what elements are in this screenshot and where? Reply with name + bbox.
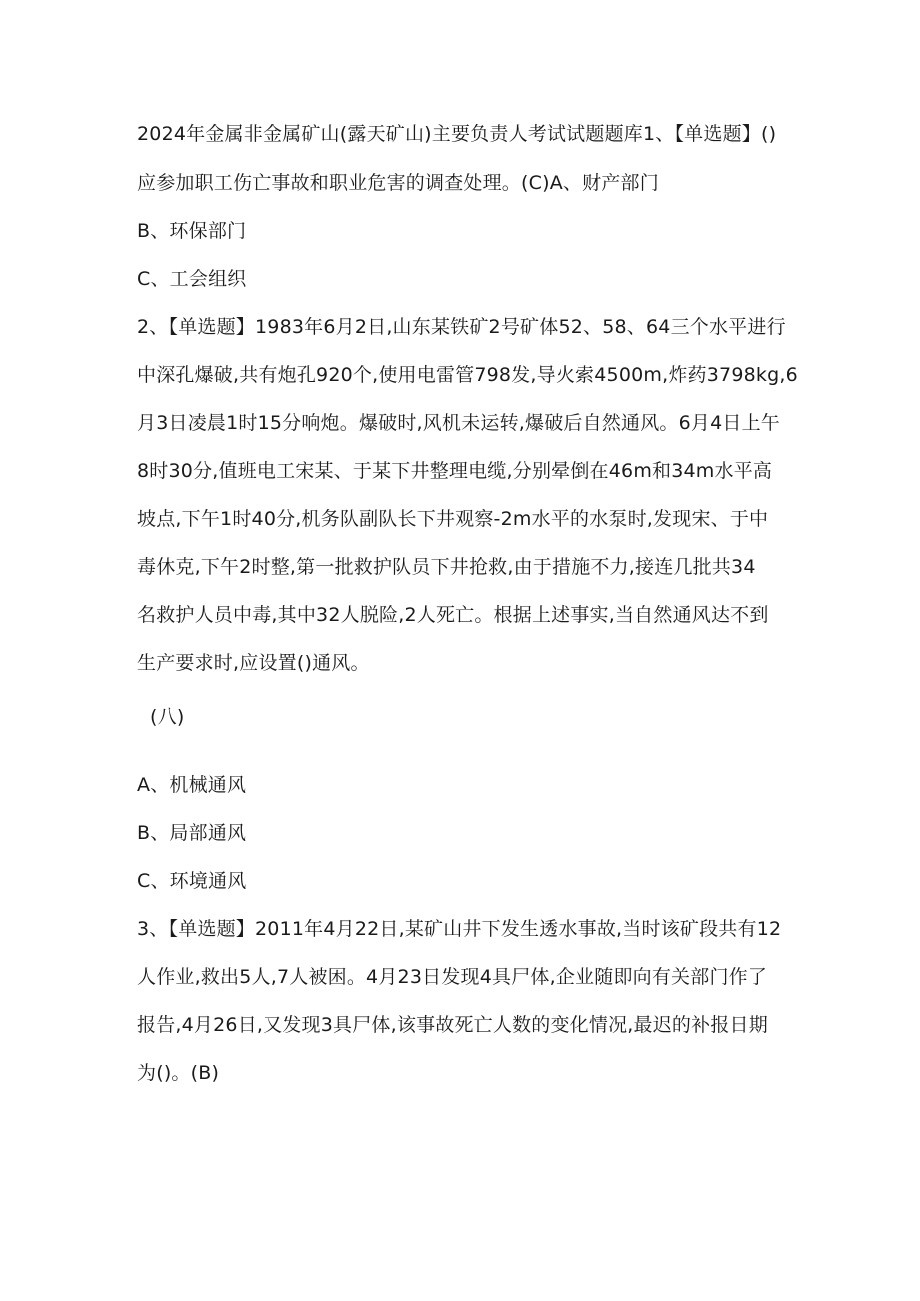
q2-option-b: B、局部通风 <box>137 822 247 844</box>
q2-text-line-1: 2、【单选题】1983年6月2日,山东某铁矿2号矿体52、58、64三个水平进行 <box>137 316 786 338</box>
q1-option-c: C、工会组织 <box>137 268 247 290</box>
q2-option-c: C、环境通风 <box>137 870 247 892</box>
q2-text-line-7: 名救护人员中毒,其中32人脱险,2人死亡。根据上述事实,当自然通风达不到 <box>137 604 769 626</box>
q2-text-line-6: 毒休克,下午2时整,第一批救护队员下井抢救,由于措施不力,接连几批共34 <box>137 556 756 578</box>
q3-text-line-4: 为()。(B) <box>137 1062 220 1084</box>
q2-text-line-4: 8时30分,值班电工宋某、于某下井整理电缆,分别晕倒在46m和34m水平高 <box>137 460 773 482</box>
q1-option-b: B、环保部门 <box>137 220 247 242</box>
q3-text-line-2: 人作业,救出5人,7人被困。4月23日发现4具尸体,企业随即向有关部门作了 <box>137 966 768 988</box>
q2-text-line-2: 中深孔爆破,共有炮孔920个,使用电雷管798发,导火索4500m,炸药3798kg,6 <box>137 364 798 386</box>
q2-option-a: A、机械通风 <box>137 774 247 796</box>
q3-text-line-1: 3、【单选题】2011年4月22日,某矿山井下发生透水事故,当时该矿段共有12 <box>137 918 782 940</box>
q1-text-line-2: 应参加职工伤亡事故和职业危害的调查处理。(C)A、财产部门 <box>137 172 659 194</box>
q3-text-line-3: 报告,4月26日,又发现3具尸体,该事故死亡人数的变化情况,最迟的补报日期 <box>137 1014 768 1036</box>
q2-text-line-3: 月3日凌晨1时15分响炮。爆破时,风机未运转,爆破后自然通风。6月4日上午 <box>137 412 781 434</box>
q1-text-line-1: 2024年金属非金属矿山(露天矿山)主要负责人考试试题题库1、【单选题】() <box>137 123 777 145</box>
q2-text-line-5: 坡点,下午1时40分,机务队副队长下井观察-2m水平的水泵时,发现宋、于中 <box>137 508 769 530</box>
q2-text-line-8: 生产要求时,应设置()通风。 <box>137 652 370 674</box>
q2-answer: (八) <box>150 706 185 728</box>
